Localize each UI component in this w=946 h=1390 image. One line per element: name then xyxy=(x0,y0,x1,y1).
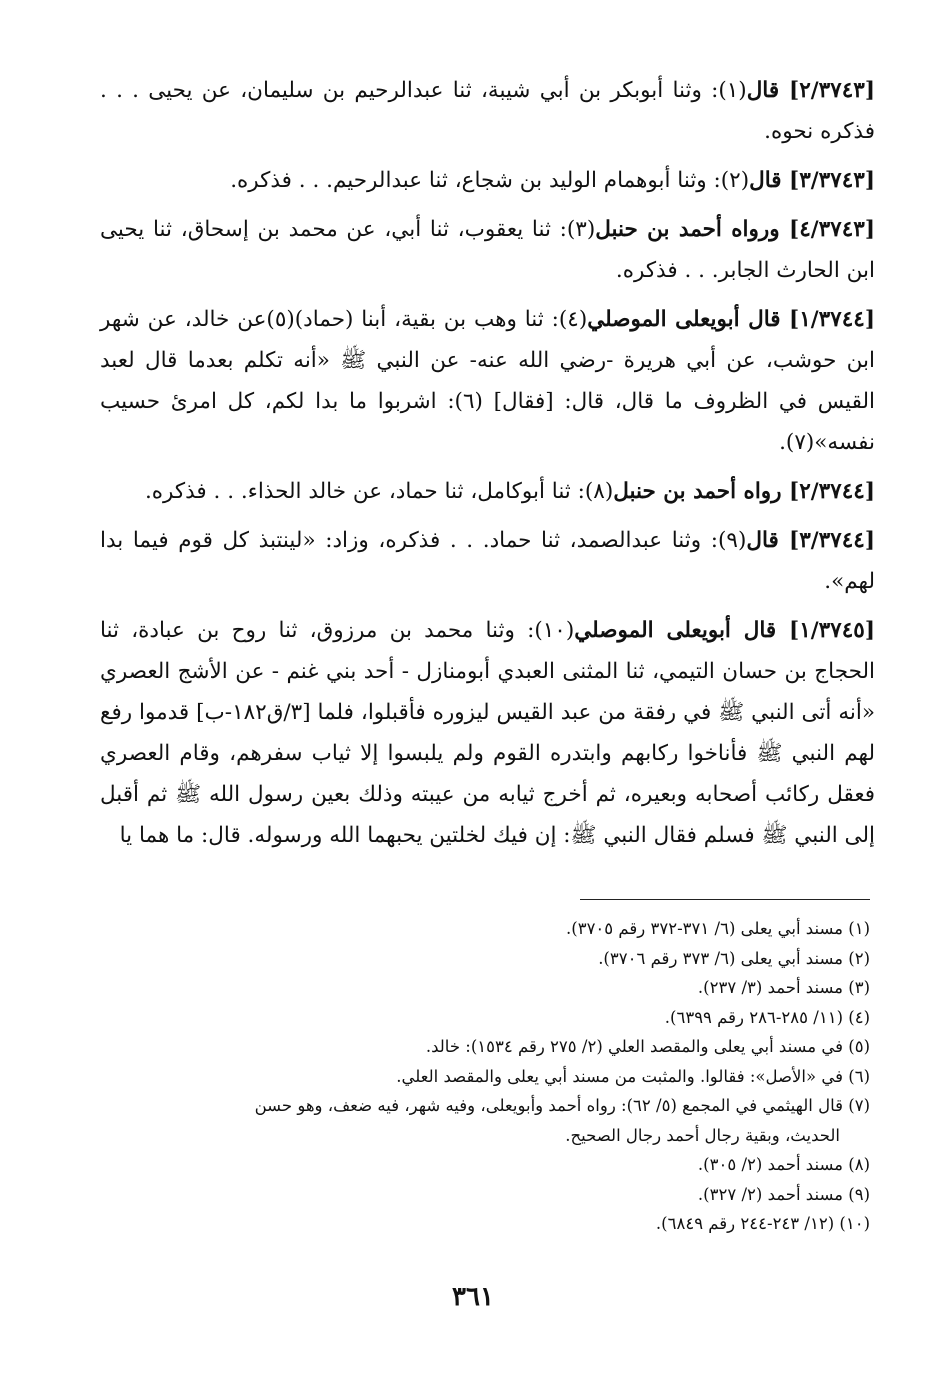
entry-text: (١): وثنا أبوبكر بن أبي شيبة، ثنا عبدالرحيم بن سليمان، عن يحيى . . . فذكره نحوه. xyxy=(100,78,875,144)
entry-text: (٤): ثنا وهب بن بقية، أبنا (حماد)(٥)عن خالد، عن شهر ابن حوشب، عن أبي هريرة -رضي الله عنه- عن النبي ﷺ «أنه تكلم بعدما قال لعبد القيس في الظروف ما قال، قال: [فقال] (٦): اشربوا ما بدا لكم، كل امرئ حسيب نفسه»(٧). xyxy=(100,307,875,455)
footnote-4: (٤) (١١/ ٢٨٥-٢٨٦ رقم ٦٣٩٩). xyxy=(664,1007,870,1027)
footnote-10: (١٠) (١٢/ ٢٤٣-٢٤٤ رقم ٦٨٤٩). xyxy=(655,1214,870,1233)
main-text xyxy=(100,70,875,864)
footnote-2: (٢) مسند أبي يعلى (٦/ ٣٧٣ رقم ٣٧٠٦). xyxy=(598,948,870,968)
footnotes xyxy=(88,914,870,1239)
entry-3743-3 xyxy=(100,160,875,201)
entry-text: (٩): وثنا عبدالصمد، ثنا حماد. . . فذكره، وزاد: «لينتبذ كل قوم فيما بدا لهم». xyxy=(100,528,875,594)
entry-reference: [١/٣٧٤٥] قال أبويعلى الموصلي xyxy=(574,618,875,643)
entry-reference: [٢/٣٧٤٣] قال xyxy=(746,78,875,103)
footnote-7 xyxy=(88,1091,870,1150)
footnote-7-continuation: الحديث، وبقية رجال أحمد رجال الصحيح. xyxy=(565,1125,840,1145)
page-number: ٣٦١ xyxy=(452,1282,494,1312)
footnote-5: (٥) في مسند أبي يعلى والمقصد العلي (٢/ ٢٧٥ رقم ١٥٣٤): خالد. xyxy=(425,1037,870,1056)
entry-text: (٨): ثنا أبوكامل، ثنا حماد، عن خالد الحذاء. . . فذكره. xyxy=(144,479,614,504)
entry-reference: [٤/٣٧٤٣] ورواه أحمد بن حنبل xyxy=(595,217,875,242)
entry-3744-2 xyxy=(100,471,875,512)
entry-3743-2 xyxy=(100,70,875,152)
footnote-9: (٩) مسند أحمد (٢/ ٣٢٧). xyxy=(697,1184,870,1204)
footnote-8: (٨) مسند أحمد (٢/ ٣٠٥). xyxy=(697,1155,870,1174)
footnote-1: (١) مسند أبي يعلى (٦/ ٣٧١-٣٧٢ رقم ٣٧٠٥). xyxy=(566,919,870,938)
entry-3743-4 xyxy=(100,209,875,291)
entry-text: (١٠): وثنا محمد بن مرزوق، ثنا روح بن عبادة، ثنا الحجاج بن حسان التيمي، ثنا المثنى العبدي أبومنازل - أحد بني غنم - عن الأشج العصري «أنه أتى النبي ﷺ في رفقة من عبد القيس ليزوره فأقبلوا، فلما [٣/ق١٨٢-ب] قدموا رفع لهم النبي ﷺ فأناخوا ركابهم وابتدره القوم ولم يلبسوا إلا ثياب سفرهم، وقام العصري فعقل ركائب أصحابه وبعيره، ثم أخرج ثيابه من عيبته وذلك بعين رسول الله ﷺ ثم أقبل إلى النبي ﷺ فسلم فقال النبي ﷺ: إن فيك لخلتين يحبهما الله ورسوله. قال: ما هما يا xyxy=(100,618,875,848)
footnote-7-text: (٧) قال الهيثمي في المجمع (٥/ ٦٢): رواه أحمد وأبويعلى، وفيه شهر، فيه ضعف، وهو حسن xyxy=(254,1096,870,1115)
footnote-divider xyxy=(580,899,870,900)
entry-reference: [١/٣٧٤٤] قال أبويعلى الموصلي xyxy=(587,307,876,332)
entry-reference: [٢/٣٧٤٤] رواه أحمد بن حنبل xyxy=(613,479,875,504)
entry-reference: [٣/٣٧٤٤] قال xyxy=(746,528,875,553)
entry-3744-1 xyxy=(100,299,875,463)
entry-3745-1 xyxy=(100,610,875,856)
entry-3744-3 xyxy=(100,520,875,602)
entry-text: (٣): ثنا يعقوب، ثنا أبي، عن محمد بن إسحاق، ثنا يحيى ابن الحارث الجابر. . . فذكره. xyxy=(100,217,875,283)
entry-reference: [٣/٣٧٤٣] قال xyxy=(749,168,875,193)
entry-text: (٢): وثنا أبوهمام الوليد بن شجاع، ثنا عبدالرحيم. . . فذكره. xyxy=(230,168,750,193)
footnote-6: (٦) في «الأصل»: فقالوا. والمثبت من مسند أبي يعلى والمقصد العلي. xyxy=(396,1066,870,1086)
footnote-3: (٣) مسند أحمد (٣/ ٢٣٧). xyxy=(697,978,870,997)
